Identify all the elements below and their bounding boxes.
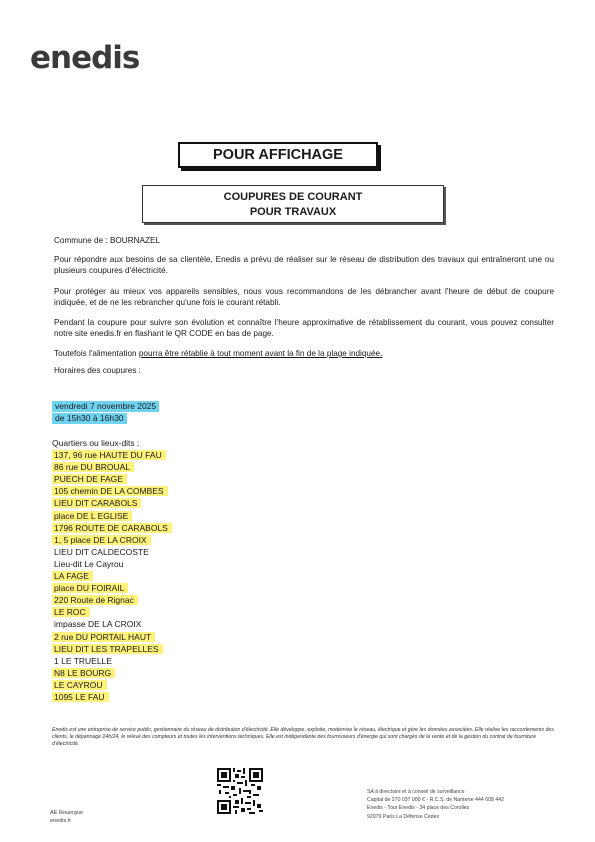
quartier-label: 105 chemin DE LA COMBES [52, 486, 168, 496]
paragraph-4 [54, 349, 554, 360]
quartier-label: 1095 LE FAU [52, 692, 109, 702]
quartier-label: 1 LE TRUELLE [54, 655, 112, 666]
qr-code[interactable] [217, 768, 263, 814]
quartier-label: place DU FOIRAIL [52, 583, 128, 593]
svg-text:enedis: enedis [30, 40, 140, 74]
quartier-item [52, 655, 172, 667]
quartier-item [52, 582, 172, 594]
display-title: POUR AFFICHAGE [178, 142, 378, 168]
schedule-time: de 15h30 à 16h30 [52, 413, 127, 424]
quartier-item [52, 485, 172, 497]
legal-notice: Enedis est une entreprise de service public, gestionnaire du réseau de distribution d'électricité. Elle développe, exploite, modernise le réseau, électrique et gère les données associées. Elle réalise les raccordements des clients, le dépannage 24h/24, le relevé des compteurs et toutes les interventions techniques. Elle est indépendante des fournisseurs d'énergie qui sont chargés de la vente et de la gestion du contrat de fourniture d'électricité. [52, 727, 554, 747]
quartier-label: Lieu-dit Le Cayrou [54, 558, 124, 569]
subtitle-box [142, 185, 444, 223]
quartier-label: 137, 96 rue HAUTE DU FAU [52, 450, 166, 460]
footer-right [367, 788, 567, 821]
quartier-label: LE CAYROU [52, 680, 107, 690]
paragraph-4-underlined: pourra être rétablie à tout moment avant la fin de la plage indiquée. [138, 349, 383, 358]
quartier-label: N8 LE BOURG [52, 668, 115, 678]
quartier-label: LE ROC [52, 607, 90, 617]
quartier-label: LIEU DIT CARABOLS [52, 498, 141, 508]
quartier-label: 2 rue DU PORTAIL HAUT [52, 632, 155, 642]
quartiers-list [52, 437, 172, 703]
schedule [52, 401, 159, 425]
subtitle-line-1: COUPURES DE COURANT [223, 191, 363, 203]
quartier-item [52, 558, 172, 570]
quartier-item [52, 594, 172, 606]
quartier-label: PUECH DE FAGE [52, 474, 127, 484]
quartier-label: LA FAGE [52, 571, 93, 581]
quartier-item [52, 522, 172, 534]
paragraph-1: Pour répondre aux besoins de sa clientèle, Enedis a prévu de réaliser sur le réseau de distribution des travaux qui entraîneront une ou plusieurs coupures d'électricité. [54, 255, 554, 275]
paragraph-3: Pendant la coupure pour suivre son évolution et connaître l'heure approximative de rétablissement du courant, vous pouvez consulter notre site enedis.fr en flashant le QR CODE en bas de page. [54, 318, 554, 338]
quartier-label: LIEU DIT LES TRAPELLES [52, 644, 163, 654]
footer-right-line-2: Capital de 270 037 000 € - R.C.S. de Nanterre 444 608 442 [367, 797, 504, 804]
quartier-item [52, 570, 172, 582]
quartier-label: 1, 5 place DE LA CROIX [52, 535, 151, 545]
quartier-item [52, 643, 172, 655]
quartier-label: place DE L EGLISE [52, 511, 132, 521]
quartier-label: impasse DE LA CROIX [54, 619, 142, 630]
quartier-item [52, 510, 172, 522]
schedule-date: vendredi 7 novembre 2025 [52, 401, 159, 412]
quartier-item [52, 473, 172, 485]
quartier-item [52, 546, 172, 558]
quartier-label: LIEU DIT CALDECOSTE [54, 546, 149, 557]
footer-left-line-2[interactable]: enedis.fr [50, 818, 72, 824]
quartiers-title: Quartiers ou lieux-dits : [52, 438, 140, 448]
quartier-item [52, 667, 172, 679]
quartier-item [52, 449, 172, 461]
quartier-item [52, 497, 172, 509]
paragraph-4-start: Toutefois l'alimentation [54, 349, 139, 358]
horaires-label: Horaires des coupures : [54, 366, 141, 375]
quartier-item [52, 618, 172, 630]
quartier-label: 86 rue DU BROUAL [52, 462, 134, 472]
paragraph-2: Pour protéger au mieux vos appareils sensibles, nous vous recommandons de les débrancher avant l'heure de début de coupure indiquée, et de ne les rebrancher qu'une fois le courant rétabli. [54, 287, 554, 307]
footer-right-line-4: 92079 Paris La Défense Cedex [367, 813, 440, 820]
quartier-label: 1796 ROUTE DE CARABOLS [52, 523, 172, 533]
commune-line: Commune de : BOURNAZEL [54, 236, 161, 245]
footer-right-line-3: Enedis - Tour Enedis - 34 place des Corolles [367, 805, 470, 812]
quartier-item [52, 461, 172, 473]
quartier-item [52, 679, 172, 691]
footer-left [50, 809, 83, 825]
subtitle-line-2: POUR TRAVAUX [249, 206, 337, 218]
footer-left-line-1: AE Rouergue [50, 810, 84, 816]
quartier-item [52, 691, 172, 703]
quartier-item [52, 534, 172, 546]
quartier-item [52, 606, 172, 618]
footer-right-line-1: SA à directoire et à conseil de surveillance [367, 789, 465, 795]
enedis-logo [30, 40, 156, 74]
quartier-item [52, 631, 172, 643]
quartier-label: 220 Route de Rignac [52, 595, 138, 605]
